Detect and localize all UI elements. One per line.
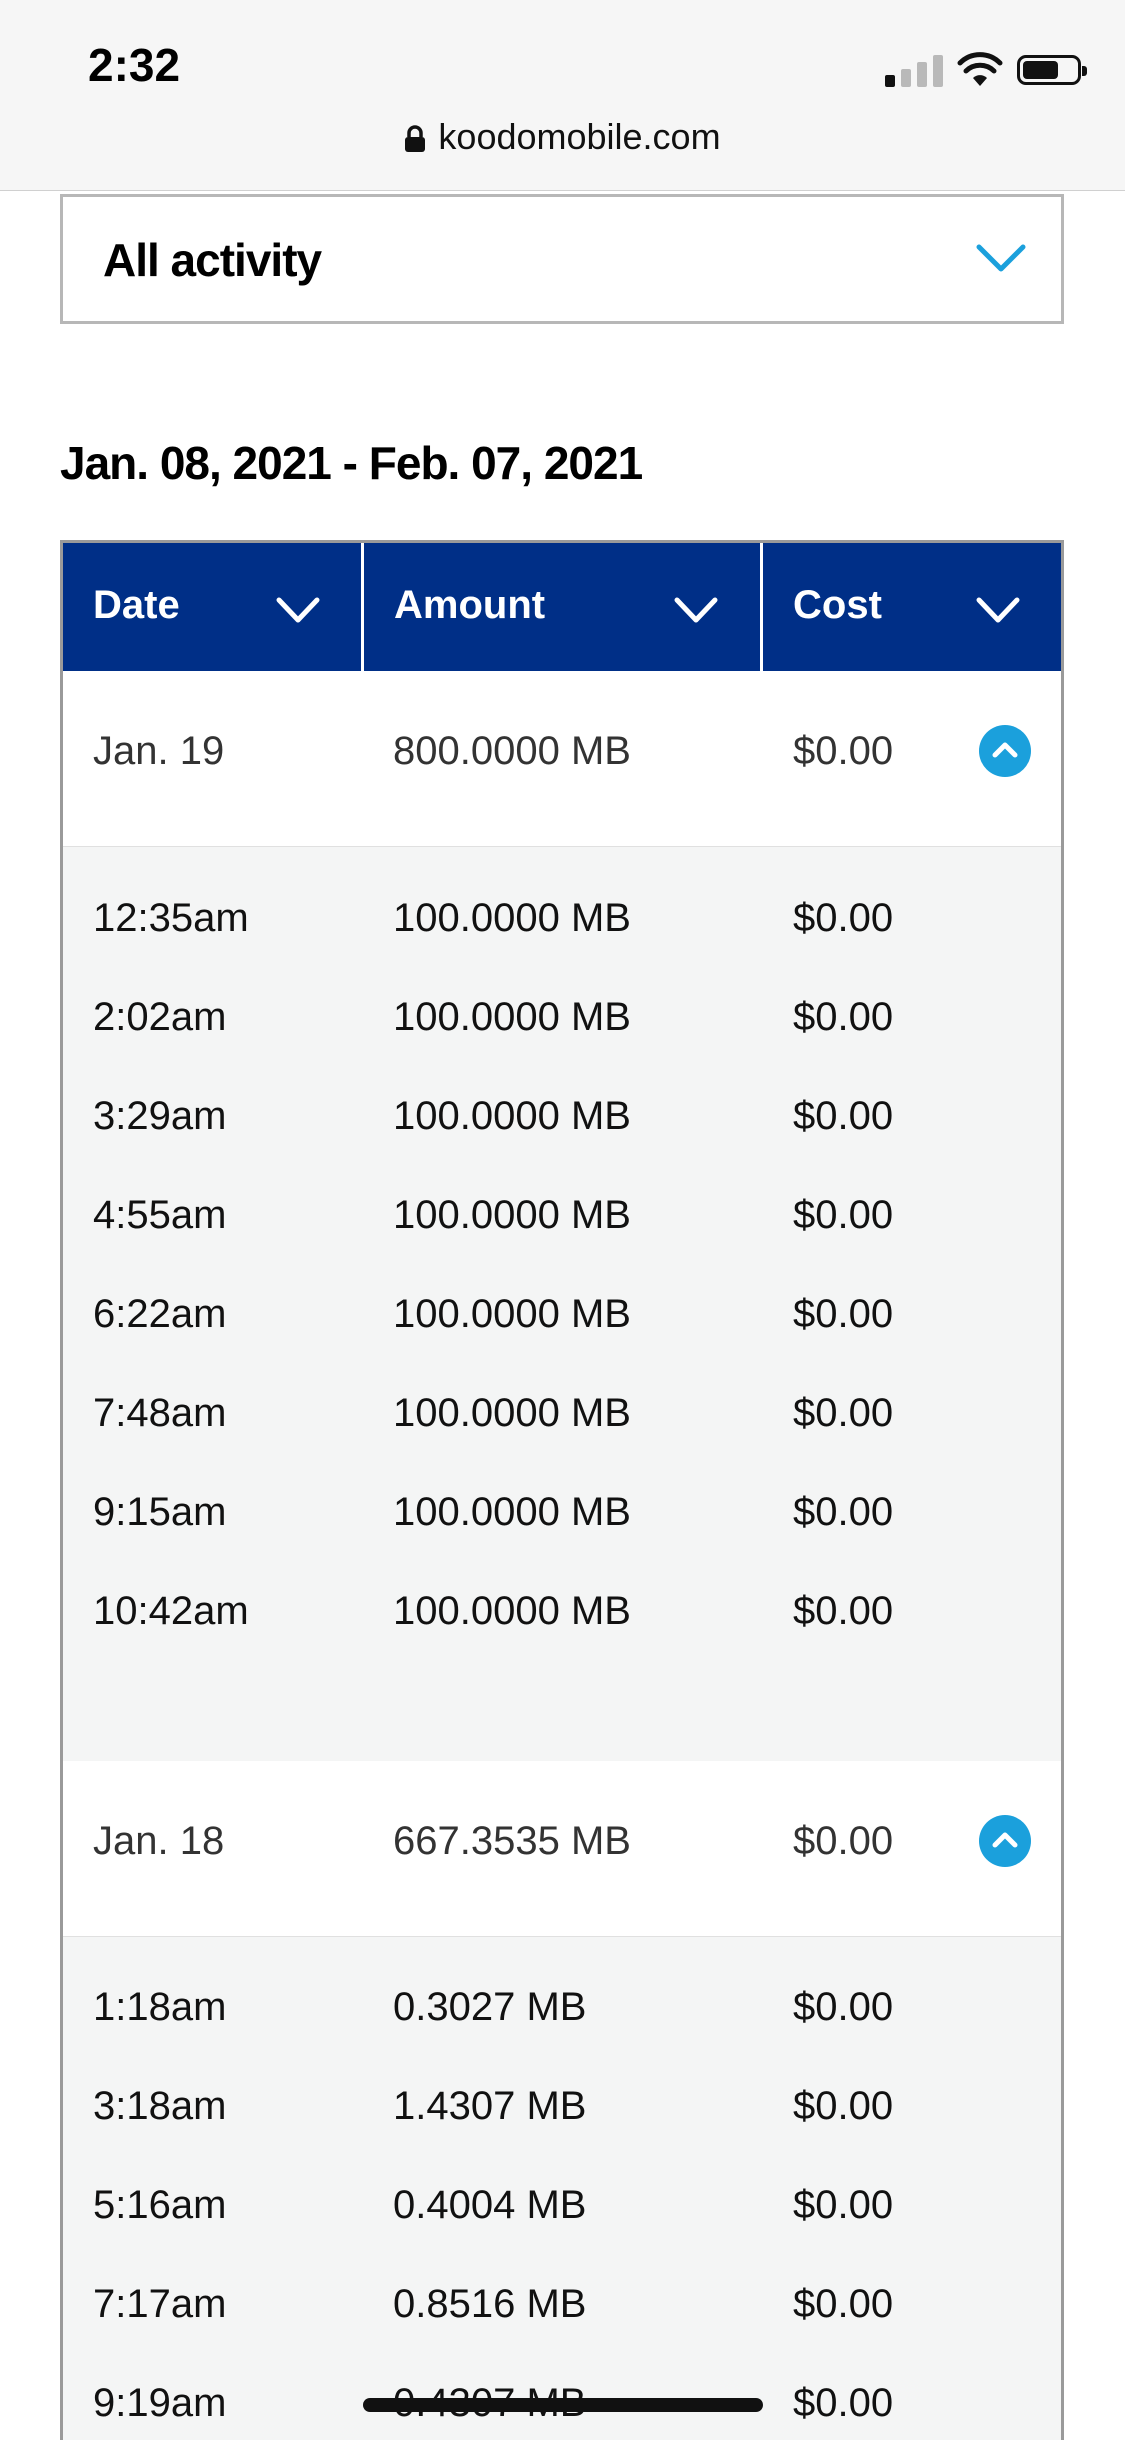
filter-selected-value: All activity xyxy=(103,234,322,286)
usage-cost: $0.00 xyxy=(793,1193,894,1237)
usage-detail-row xyxy=(63,1064,1061,1163)
usage-cost: $0.00 xyxy=(793,1094,894,1138)
usage-detail-row xyxy=(63,866,1061,965)
collapse-day-button[interactable] xyxy=(979,1815,1031,1867)
header-cost-label: Cost xyxy=(793,583,882,627)
battery-icon xyxy=(1017,55,1081,85)
usage-time: 4:55am xyxy=(93,1193,227,1237)
usage-detail-row xyxy=(63,2054,1061,2153)
usage-cost: $0.00 xyxy=(793,1985,894,2029)
usage-cost: $0.00 xyxy=(793,1490,894,1534)
usage-time: 3:18am xyxy=(93,2084,227,2128)
usage-time: 9:15am xyxy=(93,1490,227,1534)
day-cost: $0.00 xyxy=(793,1819,894,1863)
usage-detail-row xyxy=(63,2153,1061,2252)
usage-time: 7:17am xyxy=(93,2282,227,2326)
billing-period-label: Jan. 08, 2021 - Feb. 07, 2021 xyxy=(60,437,643,489)
usage-amount: 0.3027 MB xyxy=(393,1985,587,2029)
header-date-label: Date xyxy=(93,583,180,627)
usage-cost: $0.00 xyxy=(793,1292,894,1336)
chevron-down-icon xyxy=(673,595,719,625)
usage-amount: 0.4004 MB xyxy=(393,2183,587,2227)
usage-amount: 100.0000 MB xyxy=(393,1193,631,1237)
home-indicator[interactable] xyxy=(363,2398,763,2412)
day-date: Jan. 18 xyxy=(93,1819,225,1863)
sort-cost-header[interactable] xyxy=(763,543,1061,671)
usage-cost: $0.00 xyxy=(793,2381,894,2425)
sort-date-header[interactable] xyxy=(63,543,361,671)
chevron-down-icon xyxy=(975,239,1027,279)
day-date: Jan. 19 xyxy=(93,729,225,773)
usage-cost: $0.00 xyxy=(793,1589,894,1633)
usage-amount: 100.0000 MB xyxy=(393,995,631,1039)
table-header xyxy=(63,543,1061,671)
chevron-down-icon xyxy=(975,595,1021,625)
usage-amount: 100.0000 MB xyxy=(393,896,631,940)
chevron-down-icon xyxy=(275,595,321,625)
chevron-up-icon xyxy=(979,725,1031,777)
collapse-day-button[interactable] xyxy=(979,725,1031,777)
usage-time: 12:35am xyxy=(93,896,249,940)
url-text: koodomobile.com xyxy=(438,116,721,157)
url-bar[interactable] xyxy=(0,116,1125,158)
header-amount-label: Amount xyxy=(394,583,546,627)
day-cost: $0.00 xyxy=(793,729,894,773)
usage-time: 9:19am xyxy=(93,2381,227,2425)
chevron-up-icon xyxy=(979,1815,1031,1867)
usage-amount: 100.0000 MB xyxy=(393,1490,631,1534)
activity-filter-dropdown[interactable] xyxy=(60,194,1064,324)
usage-amount: 100.0000 MB xyxy=(393,1589,631,1633)
sort-amount-header[interactable] xyxy=(364,543,760,671)
usage-amount: 100.0000 MB xyxy=(393,1391,631,1435)
usage-detail-row xyxy=(63,2252,1061,2351)
browser-top-bar xyxy=(0,0,1125,191)
usage-detail-row xyxy=(63,1955,1061,2054)
usage-time: 6:22am xyxy=(93,1292,227,1336)
usage-amount: 100.0000 MB xyxy=(393,1292,631,1336)
status-icons xyxy=(885,50,1081,90)
wifi-icon xyxy=(957,52,1003,88)
usage-cost: $0.00 xyxy=(793,2282,894,2326)
usage-table xyxy=(60,540,1064,2440)
usage-cost: $0.00 xyxy=(793,995,894,1039)
usage-detail-row xyxy=(63,1262,1061,1361)
usage-detail-row xyxy=(63,1361,1061,1460)
lock-icon xyxy=(404,125,426,153)
usage-cost: $0.00 xyxy=(793,2084,894,2128)
usage-detail-row xyxy=(63,965,1061,1064)
usage-detail-row xyxy=(63,2351,1061,2440)
usage-cost: $0.00 xyxy=(793,1391,894,1435)
usage-amount: 1.4307 MB xyxy=(393,2084,587,2128)
day-summary-row[interactable] xyxy=(63,1761,1061,1937)
signal-icon xyxy=(885,53,943,87)
usage-detail-row xyxy=(63,1559,1061,1658)
day-amount: 800.0000 MB xyxy=(393,729,631,773)
usage-time: 5:16am xyxy=(93,2183,227,2227)
day-amount: 667.3535 MB xyxy=(393,1819,631,1863)
usage-amount: 100.0000 MB xyxy=(393,1094,631,1138)
usage-detail-row xyxy=(63,1163,1061,1262)
usage-time: 7:48am xyxy=(93,1391,227,1435)
usage-time: 3:29am xyxy=(93,1094,227,1138)
usage-time: 1:18am xyxy=(93,1985,227,2029)
usage-time: 10:42am xyxy=(93,1589,249,1633)
usage-cost: $0.00 xyxy=(793,896,894,940)
usage-cost: $0.00 xyxy=(793,2183,894,2227)
day-summary-row[interactable] xyxy=(63,671,1061,847)
usage-time: 2:02am xyxy=(93,995,227,1039)
status-time: 2:32 xyxy=(88,39,181,91)
usage-amount: 0.8516 MB xyxy=(393,2282,587,2326)
usage-detail-row xyxy=(63,1460,1061,1559)
